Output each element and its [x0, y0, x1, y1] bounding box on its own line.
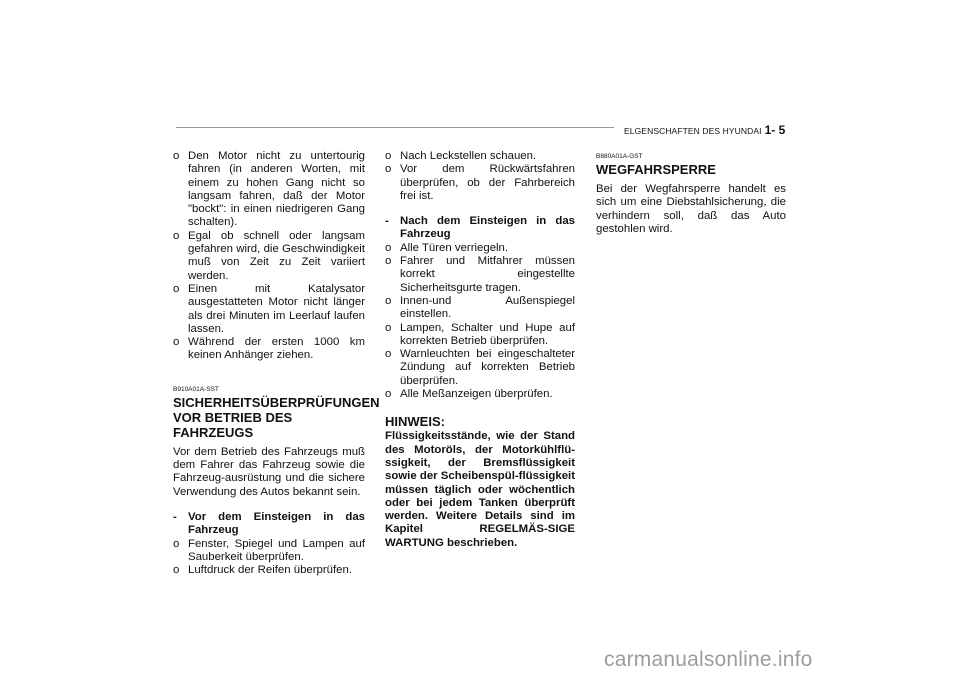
- bullet-marker: o: [385, 348, 392, 361]
- section-code: B880A01A-GST: [596, 153, 643, 160]
- bullet-marker: o: [173, 336, 180, 349]
- list-item: o Nach Leckstellen schauen.: [385, 150, 537, 162]
- section-code: B910A01A-SST: [173, 385, 219, 393]
- list-item: o Vor dem Rückwärtsfahren überprüfen, ob der Fahrbereich frei ist.: [385, 163, 575, 202]
- column-middle: [385, 150, 575, 550]
- section-text: Bei der Wegfahrsperre handelt es sich um eine Diebstahlsicherung, die verhindern soll, daß das Auto gestohlen wird.: [596, 183, 786, 235]
- bullet-marker: o: [385, 294, 392, 307]
- note-text: Flüssigkeitsstände, wie der Stand des Motoröls, der Motorkühlflü-ssigkeit, der Bremsflüssigkeit sowie der Scheibenspül-flüssigkeit müssen täglich oder wöchentlich oder bei jedem Tanken überprüft werden. Weitere Details sind im Kapitel REGELMÄS-SIGE WARTUNG beschrieben.: [385, 430, 575, 549]
- note-title: HINWEIS:: [385, 414, 445, 430]
- list-item: o Egal ob schnell oder langsam gefahren wird, die Geschwindigkeit muß von Zeit zu Zeit variiert werden.: [173, 229, 365, 282]
- bullet-marker: o: [385, 150, 392, 162]
- list-item: o Fahrer und Mitfahrer müssen korrekt eingestellte Sicherheitsgurte tragen.: [385, 255, 575, 294]
- list-item: o Den Motor nicht zu untertourig fahren (in anderen Worten, mit einem zu hohen Gang nicht so langsam fahren, daß der Motor "bockt": in einen niedrigeren Gang schalten).: [173, 150, 365, 229]
- section-title: WEGFAHRSPERRE: [596, 162, 716, 177]
- list-item: o Während der ersten 1000 km keinen Anhänger ziehen.: [173, 336, 365, 362]
- subheading: - Vor dem Einsteigen in das Fahrzeug: [173, 510, 365, 537]
- chapter-title: ELGENSCHAFTEN DES HYUNDAI: [624, 126, 762, 136]
- section-title: SICHERHEITSÜBERPRÜFUNGEN VOR BETRIEB DES FAHRZEUGS: [173, 394, 380, 440]
- dash-marker: -: [173, 510, 177, 523]
- list-item: o Alle Meßanzeigen überprüfen.: [385, 388, 553, 401]
- bullet-marker: o: [173, 229, 180, 242]
- bullet-marker: o: [173, 150, 180, 162]
- list-item: o Einen mit Katalysator ausgestatteten Motor nicht länger als drei Minuten im Leerlauf laufen lassen.: [173, 282, 365, 335]
- bullet-marker: o: [385, 388, 392, 401]
- watermark: carmanualsonline.info: [604, 648, 813, 671]
- list-item: o Luftdruck der Reifen überprüfen.: [173, 564, 352, 577]
- dash-marker: -: [385, 215, 389, 228]
- list-item: o Innen-und Außenspiegel einstellen.: [385, 294, 575, 321]
- bullet-marker: o: [173, 564, 180, 577]
- bullet-marker: o: [385, 255, 392, 268]
- bullet-marker: o: [385, 321, 392, 334]
- page-header: [624, 121, 785, 139]
- list-item: o Fenster, Spiegel und Lampen auf Sauberkeit überprüfen.: [173, 537, 365, 563]
- header-rule: [176, 127, 614, 128]
- bullet-marker: o: [173, 537, 180, 550]
- subheading: - Nach dem Einsteigen in das Fahrzeug: [385, 215, 575, 241]
- section-intro: Vor dem Betrieb des Fahrzeugs muß dem Fahrer das Fahrzeug sowie die Fahrzeug-ausrüstung und die sichere Verwendung des Autos bekannt sein.: [173, 445, 365, 498]
- list-item: o Lampen, Schalter und Hupe auf korrekten Betrieb überprüfen.: [385, 321, 575, 347]
- bullet-marker: o: [385, 241, 392, 254]
- column-left: [173, 150, 380, 577]
- column-right: [596, 153, 786, 236]
- page-number: 1- 5: [764, 123, 786, 137]
- bullet-marker: o: [173, 282, 180, 295]
- list-item: o Warnleuchten bei eingeschalteter Zündung auf korrekten Betrieb überprüfen.: [385, 348, 575, 387]
- list-item: o Alle Türen verriegeln.: [385, 241, 509, 254]
- bullet-marker: o: [385, 163, 392, 176]
